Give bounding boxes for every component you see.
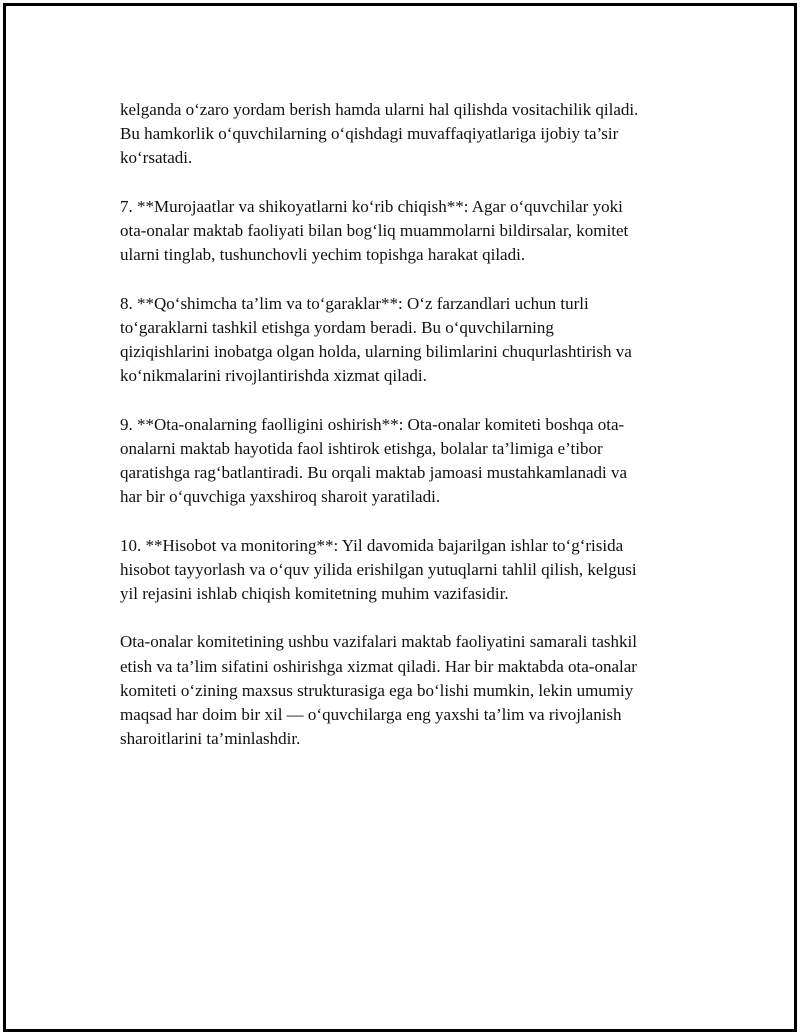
text-line: har bir o‘quvchiga yaxshiroq sharoit yaratiladi.	[120, 487, 441, 507]
text-line: 9. **Ota-onalarning faolligini oshirish**: Ota-onalar komiteti boshqa ota-	[120, 414, 625, 434]
text-line: ota-onalar maktab faoliyati bilan bog‘liq muammolarni bildirsalar, komitet	[120, 221, 629, 240]
text-line: onalarni maktab hayotida faol ishtirok etishga, bolalar ta’limiga e’tibor	[120, 438, 603, 458]
paragraph-item-9	[120, 413, 700, 510]
paragraph-item-8	[120, 292, 700, 389]
text-line: komiteti o‘zining maxsus strukturasiga ega bo‘lishi mumkin, lekin umumiy	[120, 680, 634, 700]
text-line: Ota-onalar komitetining ushbu vazifalari maktab faoliyatini samarali tashkil	[120, 632, 637, 652]
paragraph-item-10	[120, 534, 700, 607]
document-body	[120, 98, 700, 776]
paragraph-conclusion	[120, 630, 700, 751]
text-line: Bu hamkorlik o‘quvchilarning o‘qishdagi muvaffaqiyatlariga ijobiy ta’sir	[120, 124, 619, 144]
text-line: maqsad har doim bir xil — o‘quvchilarga eng yaxshi ta’lim va rivojlanish	[120, 705, 622, 724]
text-line: sharoitlarini ta’minlashdir.	[120, 729, 301, 749]
text-line: kelganda o‘zaro yordam berish hamda ularni hal qilishda vositachilik qiladi.	[120, 100, 639, 119]
text-line: to‘garaklarni tashkil etishga yordam beradi. Bu o‘quvchilarning	[120, 317, 554, 337]
text-line: qiziqishlarini inobatga olgan holda, ularning bilimlarini chuqurlashtirish va	[120, 342, 632, 361]
text-line: 10. **Hisobot va monitoring**: Yil davomida bajarilgan ishlar to‘g‘risida	[120, 535, 624, 555]
text-line: yil rejasini ishlab chiqish komitetning muhim vazifasidir.	[120, 584, 509, 603]
text-line: ularni tinglab, tushunchovli yechim topishga harakat qiladi.	[120, 245, 526, 265]
page-frame	[3, 3, 797, 1032]
text-line: 7. **Murojaatlar va shikoyatlarni ko‘rib chiqish**: Agar o‘quvchilar yoki	[120, 196, 623, 216]
text-line: qaratishga rag‘batlantiradi. Bu orqali maktab jamoasi mustahkamlanadi va	[120, 463, 628, 482]
text-line: etish va ta’lim sifatini oshirishga xizmat qiladi. Har bir maktabda ota-onalar	[120, 656, 637, 676]
text-line: 8. **Qo‘shimcha ta’lim va to‘garaklar**: O‘z farzandlari uchun turli	[120, 293, 589, 313]
paragraph-item-7	[120, 195, 700, 268]
paragraph-continuation	[120, 98, 700, 171]
text-line: hisobot tayyorlash va o‘quv yilida erishilgan yutuqlarni tahlil qilish, kelgusi	[120, 559, 637, 579]
text-line: ko‘nikmalarini rivojlantirishda xizmat qiladi.	[120, 366, 427, 386]
text-line: ko‘rsatadi.	[120, 148, 193, 168]
